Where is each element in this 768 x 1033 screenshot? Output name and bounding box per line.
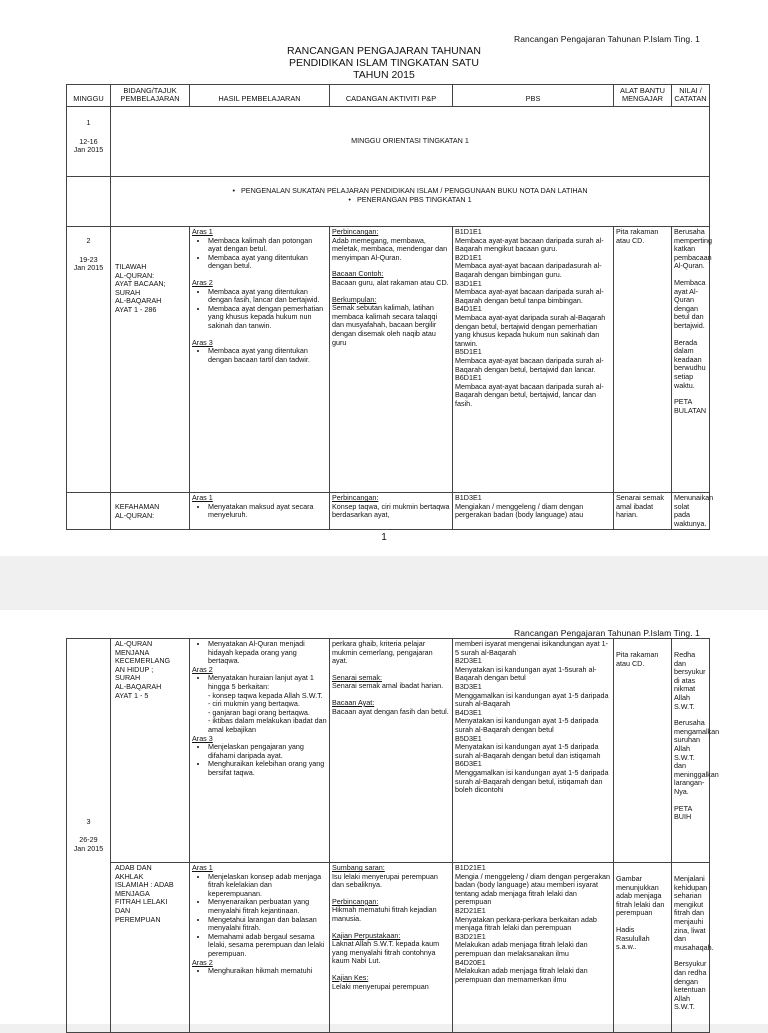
level-heading: Aras 1 <box>192 227 213 236</box>
pbs-code: B3D21E1 <box>455 931 486 941</box>
pbs-code: B3D3E1 <box>455 681 482 691</box>
intro-line-2: PENERANGAN PBS TINGKATAN 1 <box>356 194 472 204</box>
activity-text: Isu lelaki menyerupai perempuan dan sebaliknya. <box>332 871 438 890</box>
week-cell <box>67 639 111 1033</box>
value-note: Menunaikan solat pada waktunya. <box>674 493 714 528</box>
activity-heading: Kajian Kes: <box>332 972 369 982</box>
teaching-aid: Senarai semak amal ibadat harian. <box>616 493 664 520</box>
pbs-cell <box>453 639 614 863</box>
activity-text: Bacaan ayat dengan fasih dan betul. <box>332 706 449 716</box>
pbs-code: B2D3E1 <box>455 656 482 666</box>
document-title <box>0 45 768 81</box>
topic-cell <box>111 493 190 530</box>
outcome-item: • Menghuraikan kelebihan orang yang bersifat taqwa. <box>208 760 327 777</box>
pbs-text: Membaca ayat-ayat bacaan daripadasurah al-Baqarah dengan bimbingan guru. <box>455 261 602 279</box>
teaching-aids-cell <box>614 639 672 863</box>
value-note: PETA BUIH <box>674 803 692 822</box>
activity-text: Semak sebutan kalimah, latihan membaca kalimah secara talaqqi dan musyafahah, bacaan bergilir dengan disemak oleh naqib atau guru <box>332 303 438 347</box>
values-cell <box>672 493 714 530</box>
outcome-item: • Membaca kalimah dan potongan ayat dengan betul. <box>208 237 327 254</box>
outcome-subitem: amal kebajikan <box>208 724 256 734</box>
pbs-text: Menyatakan isi kandungan ayat 1-5surah al-Baqarah dengan betul <box>455 664 597 683</box>
learning-outcomes-cell <box>190 493 330 530</box>
topic-line: AL-QURAN: <box>115 270 155 280</box>
pbs-text: Mengia / menggeleng / diam dengan pergerakan badan (body language) atau memberi isyarat tentang adab menjaga fitrah lelaki dan perempuan <box>455 871 611 907</box>
topic-line: AL-QURAN <box>115 639 153 648</box>
topic-line: AL-BAQARAH <box>115 296 162 306</box>
pbs-code: B3D1E1 <box>455 278 482 288</box>
bullet-icon: • <box>232 186 241 195</box>
col-header: NILAI / CATATAN <box>672 85 710 107</box>
bullet-icon: • <box>348 194 357 204</box>
week-month: Jan 2015 <box>73 843 104 853</box>
week-month: Jan 2015 <box>73 263 104 273</box>
activity-text: Laknat Allah S.W.T. kepada kaum yang menyalahi fitrah contohnya kaum Nabi Lut. <box>332 939 440 966</box>
topic-line: FITRAH LELAKI <box>115 897 168 907</box>
title-line-2: PENDIDIKAN ISLAM TINGKATAN SATU <box>288 57 479 69</box>
table-row-week-2 <box>67 227 710 493</box>
week-month: Jan 2015 <box>73 145 104 155</box>
pbs-code: B1D21E1 <box>455 863 486 872</box>
plan-table-page-1 <box>66 84 714 530</box>
topic-line: MENJANA <box>115 647 150 657</box>
running-header: Rancangan Pengajaran Tahunan P.Islam Ting. 1 <box>513 628 700 638</box>
topic-line: AL-QURAN: <box>115 510 155 520</box>
pbs-text: Membaca ayat-ayat daripada surah al-Baqarah dengan betul, bertajwid dengan pemerhatian yang khusus kepada hukum nun sakinah dan tanwin. <box>455 312 606 348</box>
col-header: PBS <box>453 85 614 107</box>
week-cell <box>67 107 111 177</box>
running-header: Rancangan Pengajaran Tahunan P.Islam Ting. 1 <box>513 34 700 44</box>
outcome-subitem: - konsep taqwa kepada Allah S.W.T. <box>208 690 323 700</box>
col-header: CADANGAN AKTIVITI P&P <box>330 85 453 107</box>
activity-text: Bacaan guru, alat rakaman atau CD. <box>332 277 449 287</box>
pbs-text: Melakukan adab menjaga fitrah lelaki dan perempuan dan memamerkan ilmu <box>455 966 588 984</box>
intro-line-1: PENGENALAN SUKATAN PELAJARAN PENDIDIKAN ISLAM / PENGGUNAAN BUKU NOTA DAN LATIHAN <box>240 186 588 195</box>
pbs-code: B1D1E1 <box>455 227 482 236</box>
outcome-item: • Membaca ayat yang ditentukan dengan betul. <box>208 254 327 271</box>
pbs-text: Membaca ayat-ayat bacaan daripada surah al-Baqarah dengan betul tanpa bimbingan. <box>455 287 604 305</box>
pbs-code: B1D3E1 <box>455 493 482 502</box>
level-heading: Aras 3 <box>192 733 213 743</box>
values-cell <box>672 227 710 493</box>
topic-line: MENJAGA <box>115 888 150 898</box>
week-cell <box>67 227 111 493</box>
pbs-code: B5D1E1 <box>455 347 482 357</box>
pbs-text: Membaca ayat-ayat bacaan daripada surah al-Baqarah dengan betul, bertajwid dan lancar. <box>455 355 604 374</box>
document-page-2 <box>0 610 768 1024</box>
topic-line: AKHLAK <box>115 871 144 881</box>
level-heading: Aras 2 <box>192 957 213 967</box>
topic-line: SURAH <box>115 287 141 297</box>
intro-line <box>113 196 707 205</box>
activity-heading: Senarai semak: <box>332 672 382 682</box>
table-header-row <box>67 85 710 107</box>
activity-text: Adab memegang, membawa, meletak, membaca, mendengar dan menyimpan Al-Quran. <box>332 235 448 262</box>
plan-table-page-2 <box>66 638 720 1033</box>
activity-text: Lelaki menyerupai perempuan <box>332 981 429 991</box>
teaching-aid: Pita rakaman atau CD. <box>616 650 659 668</box>
pbs-code: B6D3E1 <box>455 759 482 769</box>
table-row-week-1 <box>67 107 710 177</box>
empty-cell <box>67 177 111 227</box>
outcome-item: • Menyatakan maksud ayat secara menyeluruh. <box>208 503 327 520</box>
pbs-code: B6D1E1 <box>455 373 482 383</box>
outcome-item: • Mengetahui larangan dan balasan menyalahi fitrah. <box>208 916 327 933</box>
week-dates: 19-23 <box>79 254 98 264</box>
outcome-item: • Membaca ayat dengan pemerhatian yang khusus kepada hukum nun sakinah dan tanwin. <box>208 305 327 331</box>
week-number: 1 <box>86 118 91 127</box>
topic-line: KECEMERLANG <box>115 656 171 666</box>
pbs-text: Menyatakan isi kandungan ayat 1-5 daripada surah al-Baqarah dengan betul <box>455 716 599 734</box>
outcome-subitem: - iktibas dalam melakukan ibadat dan <box>208 716 327 726</box>
pbs-text: Mengiakan / menggeleng / diam dengan pergerakan badan (body language) atau <box>455 501 584 520</box>
pbs-text: Menggamalkan isi kandungan ayat 1-5 daripada surah al-Baqarah dengan betul, istiqamah dan boleh dicontohi <box>455 767 609 795</box>
activity-text: perkara ghaib, kriteria pelajar mukmin cemerlang, pengajaran ayat. <box>332 639 433 666</box>
teaching-aids-cell <box>614 493 672 530</box>
title-line-1: RANCANGAN PENGAJARAN TAHUNAN <box>287 45 481 57</box>
week-number: 3 <box>86 816 91 826</box>
col-header: MINGGU <box>67 85 111 107</box>
pbs-text: Menggamalkan isi kandungan ayat 1-5 daripada surah al-Baqarah <box>455 690 609 709</box>
table-row-intro <box>67 177 710 227</box>
teaching-aids-cell <box>614 227 672 493</box>
pbs-text: memberi isyarat mengenai isikandungan ayat 1-5 surah al-Baqarah <box>455 639 609 657</box>
activity-heading: Bacaan Contoh: <box>332 269 384 279</box>
pbs-text: Membaca ayat-ayat bacaan daripada surah al-Baqarah mengikut bacaan guru. <box>455 235 604 254</box>
topic-line: PEREMPUAN <box>115 914 161 924</box>
pbs-code: B4D3E1 <box>455 707 482 717</box>
teaching-aid: Hadis Rasulullah s.a.w.. <box>616 924 650 952</box>
teaching-aid: Pita rakaman atau CD. <box>616 227 659 245</box>
value-note: Berusaha memperting katkan pembacaan Al-Quran. <box>674 227 712 271</box>
pbs-code: B4D20E1 <box>455 957 486 967</box>
topic-line: AL-BAQARAH <box>115 681 162 691</box>
outcome-item: • Menyatakan huraian lanjut ayat 1 hingga 5 berkaitan: <box>208 674 327 691</box>
topic-line: SURAH <box>115 673 141 683</box>
orientation-cell <box>111 107 710 177</box>
orientation-label: MINGGU ORIENTASI TINGKATAN 1 <box>351 136 469 146</box>
activities-cell <box>330 639 453 863</box>
outcome-item: • Membaca ayat yang ditentukan dengan fasih, lancar dan bertajwid. <box>208 288 327 305</box>
pbs-code: B2D1E1 <box>455 252 482 262</box>
week-dates: 26-29 <box>79 835 98 845</box>
pbs-text: Membaca ayat-ayat bacaan daripada surah al-Baqarah dengan betul, bertajwid, lancar dan fasih. <box>455 381 604 408</box>
page-number: 1 <box>381 532 387 543</box>
learning-outcomes-cell <box>190 227 330 493</box>
activity-heading: Perbincangan: <box>332 493 379 502</box>
outcome-item: • Menyatakan Al-Quran menjadi hidayah kepada orang yang bertaqwa. <box>208 640 327 666</box>
level-heading: Aras 1 <box>192 863 213 872</box>
pbs-text: Menyatakan perkara-perkara berkaitan adab menjaga fitrah lelaki dan perempuan <box>455 914 597 933</box>
pbs-code: B4D1E1 <box>455 304 482 314</box>
pbs-cell <box>453 863 614 1033</box>
pbs-cell <box>453 493 614 530</box>
table-row-kefahaman <box>67 493 710 530</box>
activity-heading: Perbincangan: <box>332 896 379 906</box>
activity-text: Konsep taqwa, ciri mukmin bertaqwa berdasarkan ayat, <box>332 501 450 520</box>
topic-line: KEFAHAMAN <box>115 502 160 511</box>
activity-heading: Kajian Perpustakaan: <box>332 930 401 940</box>
level-heading: Aras 1 <box>192 493 213 502</box>
activity-text: Hikmah mematuhi fitrah kejadian manusia. <box>332 905 437 923</box>
value-note: PETA BULATAN <box>674 397 707 415</box>
activity-heading: Berkumpulan: <box>332 294 377 304</box>
level-heading: Aras 2 <box>192 277 213 287</box>
activities-cell <box>330 227 453 493</box>
topic-cell <box>111 639 190 863</box>
value-note: Membaca ayat Al-Quran dengan betul dan bertajwid. <box>674 277 706 330</box>
topic-line: TILAWAH <box>115 262 147 271</box>
learning-outcomes-cell <box>190 863 330 1033</box>
activity-heading: Perbincangan: <box>332 227 379 236</box>
outcome-item: • Menghuraikan hikmah mematuhi <box>208 967 327 976</box>
level-heading: Aras 3 <box>192 337 213 347</box>
activity-heading: Bacaan Ayat: <box>332 697 375 707</box>
outcome-item: • Membaca ayat yang ditentukan dengan bacaan tartil dan tadwir. <box>208 347 327 364</box>
activities-cell <box>330 493 453 530</box>
topic-cell <box>111 863 190 1033</box>
pbs-cell <box>453 227 614 493</box>
topic-line: ISLAMIAH : ADAB <box>115 880 174 890</box>
col-header: HASIL PEMBELAJARAN <box>190 85 330 107</box>
outcome-item: • Menjelaskan konsep adab menjaga fitrah kelelakian dan keperempuanan. <box>208 873 327 899</box>
topic-line: AN HIDUP ; <box>115 664 154 674</box>
values-cell <box>672 863 714 1033</box>
title-line-3: TAHUN 2015 <box>353 69 415 81</box>
topic-line: AYAT 1 - 286 <box>115 304 157 314</box>
topic-line: DAN <box>115 905 131 915</box>
table-row-week-3a <box>67 639 710 863</box>
pbs-code: B5D3E1 <box>455 733 482 743</box>
col-header: ALAT BANTU MENGAJAR <box>614 85 672 107</box>
outcome-subitem: - ganjaran bagi orang bertaqwa. <box>208 707 310 717</box>
activities-cell <box>330 863 453 1033</box>
value-note: Menjalani kehidupan seharian mengikut fitrah dan menjauhi zina, liwat dan musahaqah. <box>674 874 714 952</box>
pbs-text: Menyatakan isi kandungan ayat 1-5 daripada surah al-Baqarah dengan betul dan istiqamah <box>455 742 601 760</box>
value-note: Berusaha mengamalkan suruhan Allah S.W.T. dan meninggalkan larangan-Nya. <box>674 718 720 796</box>
activity-text: Senarai semak amal ibadat harian. <box>332 681 444 691</box>
pbs-text: Melakukan adab menjaga fitrah lelaki dan perempuan dan melaksanakan ilmu <box>455 940 588 958</box>
values-cell <box>672 639 720 863</box>
level-heading: Aras 2 <box>192 664 213 674</box>
learning-outcomes-cell <box>190 639 330 863</box>
outcome-item: • Memahami adab bergaul sesama lelaki, sesama perempuan dan lelaki perempuan. <box>208 933 327 959</box>
activity-heading: Sumbang saran: <box>332 863 385 872</box>
outcome-subitem: - ciri mukmin yang bertaqwa. <box>208 699 300 709</box>
outcome-item: • Menyenaraikan perbuatan yang menyalahi fitrah kejantinaan. <box>208 898 327 915</box>
value-note: Berada dalam keadaan berwudhu setiap waktu. <box>674 337 706 390</box>
week-dates: 12-16 <box>79 136 98 146</box>
topic-cell <box>111 227 190 493</box>
table-row-week-3b <box>67 863 710 1033</box>
value-note: Redha dan bersyukur di atas nikmat Allah S.W.T. <box>674 650 706 711</box>
teaching-aid: Gambar menunjukkan adab menjaga fitrah lelaki dan perempuan <box>616 874 665 918</box>
intro-cell <box>111 177 710 227</box>
topic-line: AYAT 1 - 5 <box>115 690 149 700</box>
pbs-code: B2D21E1 <box>455 905 486 915</box>
empty-cell <box>67 493 111 530</box>
week-number: 2 <box>86 236 91 245</box>
topic-line: AYAT BACAAN; <box>115 279 166 289</box>
outcome-item: • Menjelaskan pengajaran yang difahami daripada ayat. <box>208 743 327 760</box>
topic-line: ADAB DAN <box>115 863 152 872</box>
col-header: BIDANG/TAJUK PEMBELAJARAN <box>111 85 190 107</box>
teaching-aids-cell <box>614 863 672 1033</box>
value-note: Bersyukur dan redha dengan ketentuan Allah S.W.T. <box>674 959 707 1012</box>
